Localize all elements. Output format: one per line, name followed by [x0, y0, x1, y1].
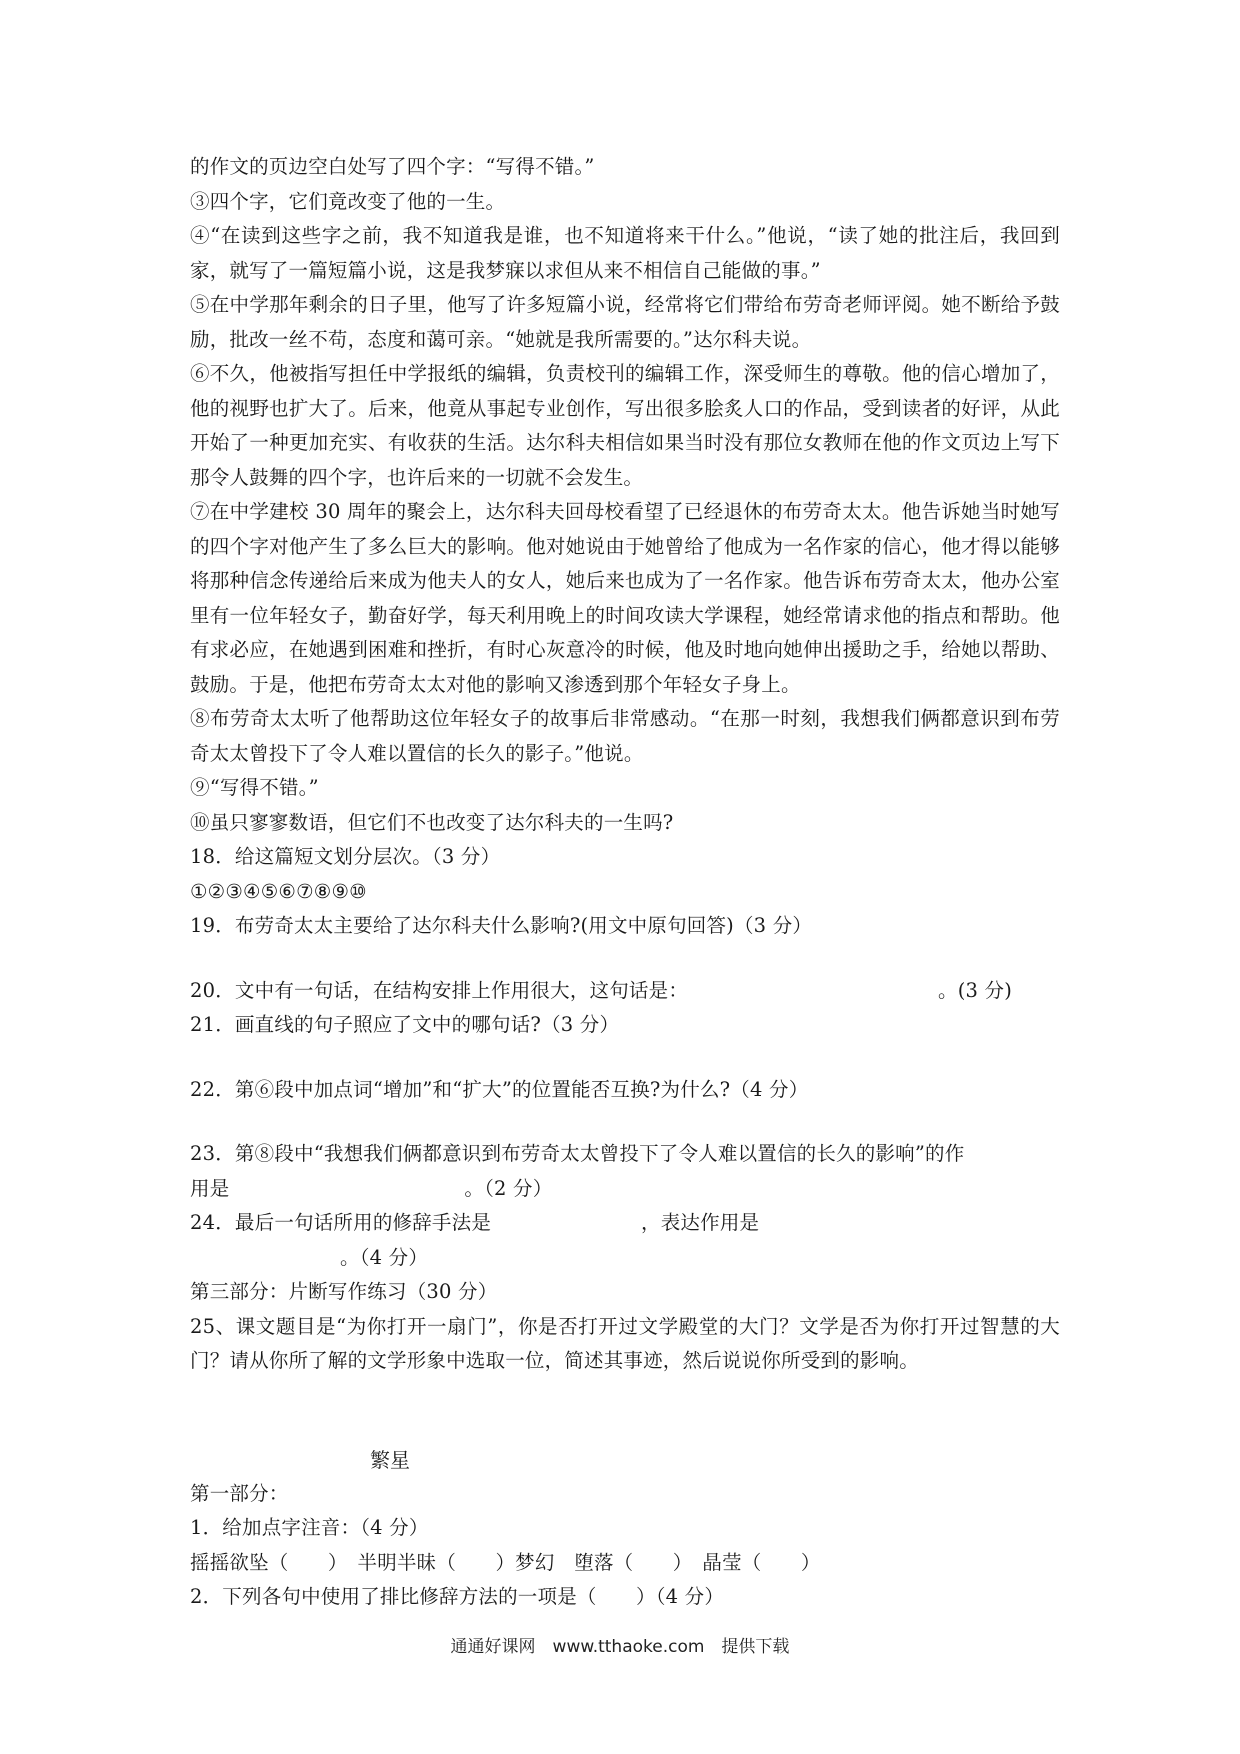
question-24-score: 。（4 分） [340, 1245, 429, 1269]
paragraph-8: ⑧布劳奇太太听了他帮助这位年轻女子的故事后非常感动。“在那一时刻，我想我们俩都意识到布劳奇太太曾投下了令人难以置信的长久的影子。”他说。 [190, 707, 1060, 765]
document-page [190, 150, 1060, 1615]
question-25: 25、课文题目是“为你打开一扇门”，你是否打开过文学殿堂的大门？文学是否为你打开过智慧的大门？请从你所了解的文学形象中选取一位，简述其事迹，然后说说你所受到的影响。 [190, 1314, 1060, 1372]
question-2: 2．下列各句中使用了排比修辞方法的一项是（ ）（4 分） [190, 1585, 725, 1608]
question-22: 22．第⑥段中加点词“增加”和“扩大”的位置能否互换?为什么?（4 分） [190, 1077, 809, 1101]
section-title-fanxing: 繁星 [370, 1447, 410, 1472]
question-20-score: 。(3 分) [938, 978, 1013, 1002]
question-24-continued [190, 1241, 1060, 1276]
question-23-continued [190, 1172, 1060, 1207]
paragraph-3: ③四个字，它们竟改变了他的一生。 [190, 189, 506, 213]
answer-space-21 [190, 1043, 1060, 1073]
question-24-text-b: ，表达作用是 [641, 1211, 760, 1234]
paragraph-7: ⑦在中学建校 30 周年的聚会上，达尔科夫回母校看望了已经退休的布劳奇太太。他告诉她当时她写的四个字对他产生了多么巨大的影响。他对她说由于她曾给了他成为一名作家的信心，他才得以能够将那种信念传递给后来成为他夫人的女人，她后来也成为了一名作家。他告诉布劳奇太太，他办公室里有一位年轻女子，勤奋好学，每天利用晚上的时间攻读大学课程，她经常请求他的指点和帮助。他有求必应，在她遇到困难和挫折，有时心灰意冷的时候，他及时地向她伸出援助之手，给她以帮助、鼓励。于是，他把布劳奇太太对他的影响又渗透到那个年轻女子身上。 [190, 500, 1060, 696]
question-24-text-a: 24．最后一句话所用的修辞手法是 [190, 1211, 492, 1234]
paragraph-9: ⑨“写得不错。” [190, 776, 319, 799]
part-3-title: 第三部分：片断写作练习（30 分） [190, 1280, 498, 1303]
question-24 [190, 1206, 1060, 1241]
answer-space-22 [190, 1107, 1060, 1137]
question-18: 18．给这篇短文划分层次。（3 分） [190, 845, 501, 868]
paragraph-6: ⑥不久，他被指写担任中学报纸的编辑，负责校刊的编辑工作，深受师生的尊敬。他的信心增加了，他的视野也扩大了。后来，他竟从事起专业创作，写出很多脍炙人口的作品，受到读者的好评，从此开始了一种更加充实、有收获的生活。达尔科夫相信如果当时没有那位女教师在他的作文页边上写下那令人鼓舞的四个字，也许后来的一切就不会发生。 [190, 362, 1060, 489]
question-20 [190, 974, 1060, 1009]
paragraph-4: ④“在读到这些字之前，我不知道我是谁，也不知道将来干什么。”他说，“读了她的批注后，我回到家，就写了一篇短篇小说，这是我梦寐以求但从来不相信自己能做的事。” [190, 224, 1060, 282]
question-21: 21．画直线的句子照应了文中的哪句话?（3 分） [190, 1013, 620, 1036]
paragraph-5: ⑤在中学那年剩余的日子里，他写了许多短篇小说，经常将它们带给布劳奇老师评阅。她不断给予鼓励，批改一丝不苟，态度和蔼可亲。“她就是我所需要的。”达尔科夫说。 [190, 293, 1060, 351]
question-19: 19．布劳奇太太主要给了达尔科夫什么影响?(用文中原句回答)（3 分） [190, 914, 813, 937]
answer-space-19 [190, 944, 1060, 974]
page-footer: 通通好课网 www.tthaoke.com 提供下载 [450, 1637, 790, 1657]
question-23-text: 用是 [190, 1176, 230, 1200]
question-23-score: 。（2 分） [464, 1176, 553, 1200]
question-23: 23．第⑧段中“我想我们俩都意识到布劳奇太太曾投下了令人难以置信的长久的影响”的作 [190, 1142, 965, 1165]
section-spacer [190, 1379, 1060, 1443]
question-1: 1．给加点字注音：（4 分） [190, 1516, 429, 1539]
question-20-text: 20．文中有一句话，在结构安排上作用很大，这句话是： [190, 978, 689, 1002]
part-1-title: 第一部分： [190, 1481, 289, 1505]
question-1-items: 摇摇欲坠（ ） 半明半昧（ ）梦幻 堕落（ ） 晶莹（ ） [190, 1550, 821, 1574]
paragraph-10: ⑩虽只寥寥数语，但它们不也改变了达尔科夫的一生吗? [190, 810, 674, 834]
paragraph-2-tail: 的作文的页边空白处写了四个字：“写得不错。” [190, 155, 595, 178]
question-18-numbers: ①②③④⑤⑥⑦⑧⑨⑩ [190, 879, 367, 903]
